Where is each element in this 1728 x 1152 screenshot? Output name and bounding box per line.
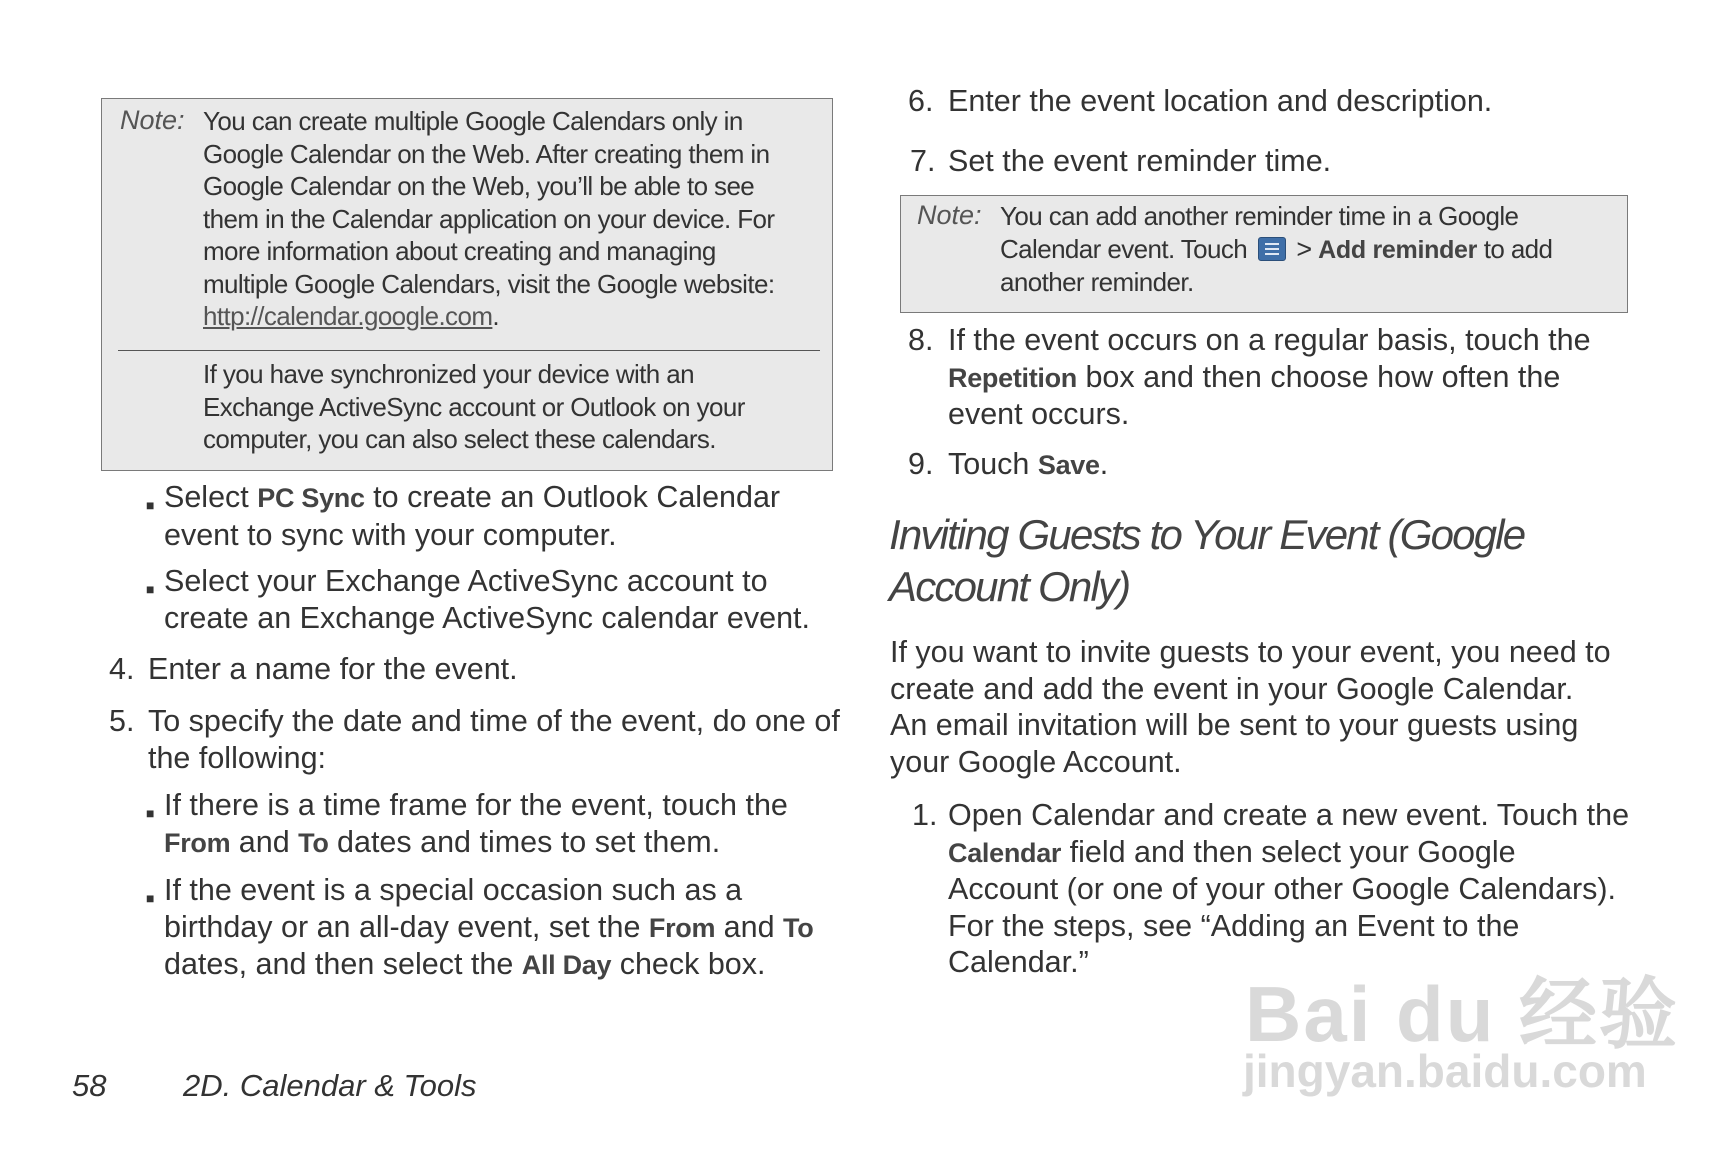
intro-line: If you want to invite guests to your event, you need to <box>890 635 1611 669</box>
text: and <box>230 824 299 859</box>
step-text: Enter the event location and description. <box>948 84 1493 118</box>
section-title: 2D. Calendar & Tools <box>183 1068 477 1103</box>
bullet-exchange <box>146 563 836 636</box>
to-field: To <box>783 912 814 943</box>
step-text: Open Calendar and create a new event. Touch the <box>948 798 1630 832</box>
step-text: Enter a name for the event. <box>148 652 518 686</box>
to-field: To <box>298 827 329 858</box>
text: If the event is a special occasion such as a <box>164 873 743 907</box>
google-calendar-link[interactable]: http://calendar.google.com <box>203 301 493 331</box>
bullet-time-frame <box>146 787 836 861</box>
note-label: Note: <box>120 105 185 135</box>
step-text: box and then choose how often the <box>1077 359 1561 394</box>
note-paragraph-1 <box>203 105 823 333</box>
step-text: If the event occurs on a regular basis, touch the <box>948 323 1591 357</box>
text: to create an Outlook Calendar <box>364 480 781 514</box>
step-8 <box>908 322 1648 433</box>
repetition-field: Repetition <box>948 362 1077 393</box>
step-text: Account (or one of your other Google Calendars). <box>948 872 1616 906</box>
note-box-calendars <box>101 98 833 471</box>
text: dates and times to set them. <box>328 824 721 859</box>
from-field: From <box>164 827 231 858</box>
text: Select <box>164 480 258 514</box>
bullet-special-occasion <box>146 872 836 984</box>
text: create an Exchange ActiveSync calendar event. <box>164 600 810 635</box>
save-button-label: Save <box>1037 450 1100 480</box>
intro-line: create and add the event in your Google Calendar. <box>890 671 1574 706</box>
note-line: You can create multiple Google Calendars only in <box>203 106 743 136</box>
add-reminder-option: Add reminder <box>1318 235 1478 264</box>
from-field: From <box>648 912 716 943</box>
page-number: 58 <box>72 1068 107 1103</box>
note-line: another reminder. <box>1000 267 1194 297</box>
step-number: 8. <box>908 323 934 357</box>
intro-line: An email invitation will be sent to your guests using <box>890 708 1579 742</box>
note-reminder-text <box>1000 200 1620 299</box>
text: to add <box>1477 233 1553 264</box>
step-5 <box>109 703 849 776</box>
note-line: computer, you can also select these calendars. <box>203 424 716 454</box>
arrow-icon: > <box>1296 233 1312 264</box>
note-line: them in the Calendar application on your device. For <box>203 203 775 234</box>
step-text: Touch <box>948 447 1038 481</box>
text: check box. <box>611 947 766 981</box>
heading-line: Account Only) <box>889 563 1130 610</box>
step-6 <box>908 83 1648 120</box>
baidu-watermark-url: jingyan.baidu.com <box>1243 1045 1647 1097</box>
text: and <box>715 909 784 944</box>
note-line: If you have synchronized your device with an <box>203 359 694 389</box>
note-line: multiple Google Calendars, visit the Google website: <box>203 268 775 299</box>
note-line: Calendar event. Touch <box>1000 233 1248 264</box>
note-box-reminder <box>900 195 1628 313</box>
step-number: 1. <box>912 798 938 832</box>
note-label: Note: <box>917 200 982 230</box>
intro-paragraph <box>890 634 1670 780</box>
text: Select your Exchange ActiveSync account to <box>164 564 768 598</box>
step-number: 4. <box>109 652 135 686</box>
step-text: event occurs. <box>948 397 1130 431</box>
pc-sync-option: PC Sync <box>257 483 365 513</box>
step-text: To specify the date and time of the event, do one of <box>148 704 840 738</box>
step-number: 7. <box>910 144 936 178</box>
calendar-field: Calendar <box>948 837 1062 868</box>
link-suffix: . <box>492 301 500 331</box>
bullet-marker: ■ <box>146 497 155 513</box>
step-text: the following: <box>148 740 327 775</box>
menu-icon <box>1258 237 1286 261</box>
all-day-checkbox-label: All Day <box>521 950 612 980</box>
step-9 <box>908 446 1648 484</box>
note-line: Google Calendar on the Web, you’ll be able to see <box>203 171 755 201</box>
step-text: Calendar.” <box>948 945 1089 979</box>
intro-line: your Google Account. <box>890 744 1182 779</box>
step-number: 5. <box>109 704 135 738</box>
section-heading <box>889 509 1689 613</box>
step-text: Set the event reminder time. <box>948 144 1332 178</box>
note-line: Exchange ActiveSync account or Outlook on your <box>203 391 745 422</box>
baidu-watermark-logo: Bai du 经验 <box>1245 970 1680 1058</box>
bullet-marker: ■ <box>146 890 155 906</box>
heading-line: Inviting Guests to Your Event (Google <box>889 511 1525 558</box>
step-text: field and then select your Google <box>1061 834 1516 869</box>
bullet-marker: ■ <box>146 805 155 821</box>
step-number: 9. <box>908 447 934 481</box>
bullet-marker: ■ <box>146 581 155 597</box>
text: birthday or an all-day event, set the <box>164 909 649 944</box>
bullet-pc-sync <box>146 479 836 553</box>
note-line: more information about creating and managing <box>203 236 716 266</box>
note-paragraph-2 <box>203 358 823 456</box>
step-7 <box>910 143 1650 180</box>
step-4 <box>109 651 839 688</box>
text: event to sync with your computer. <box>164 517 617 552</box>
text: dates, and then select the <box>164 947 522 981</box>
note-line: You can add another reminder time in a Google <box>1000 201 1519 231</box>
note-divider <box>118 350 820 351</box>
step-text: . <box>1099 447 1109 481</box>
step-text: For the steps, see “Adding an Event to the <box>948 908 1520 943</box>
note-line: Google Calendar on the Web. After creating them in <box>203 138 770 169</box>
step-number: 6. <box>908 84 934 118</box>
text: If there is a time frame for the event, touch the <box>164 788 788 822</box>
